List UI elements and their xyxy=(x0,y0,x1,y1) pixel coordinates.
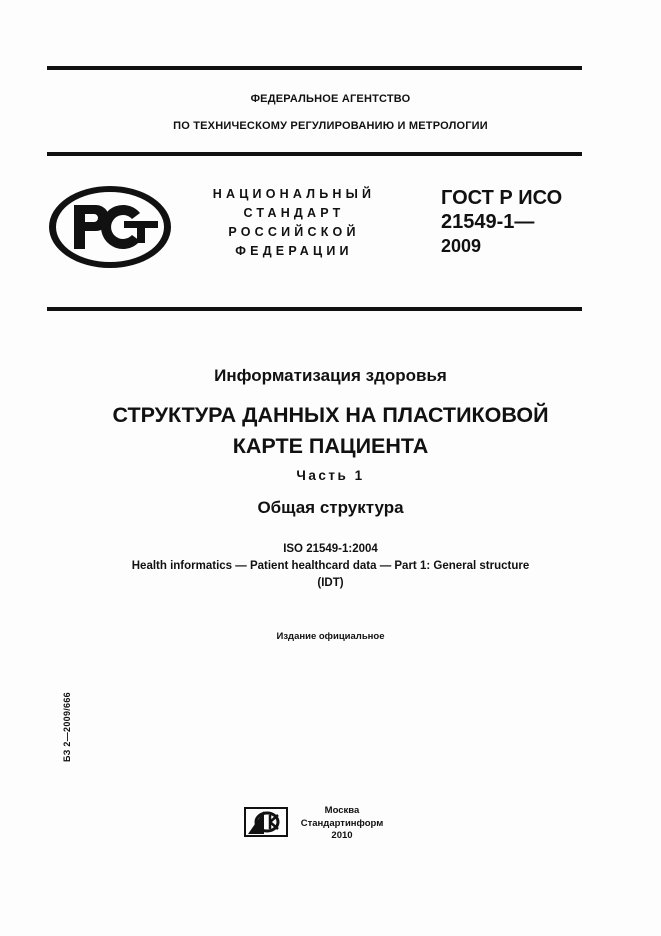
national-line: НАЦИОНАЛЬНЫЙ xyxy=(212,187,376,201)
iso-number: ISO 21549-1:2004 xyxy=(283,543,378,555)
top-rule xyxy=(47,66,582,70)
publisher-block xyxy=(296,805,388,843)
gost-designation xyxy=(441,186,562,258)
gost-line: ГОСТ Р ИСО xyxy=(441,187,563,209)
main-title-line-1: СТРУКТУРА ДАННЫХ НА ПЛАСТИКОВОЙ xyxy=(112,403,549,427)
national-line: РОССИЙСКОЙ xyxy=(228,225,360,239)
main-title-line-2: КАРТЕ ПАЦИЕНТА xyxy=(232,434,429,458)
national-line: ФЕДЕРАЦИИ xyxy=(235,244,353,258)
subtitle: Общая структура xyxy=(257,498,404,517)
agency-line-1: ФЕДЕРАЛЬНОЕ АГЕНТСТВО xyxy=(250,93,411,105)
standard-block-rule xyxy=(47,307,582,311)
agency-line-2: ПО ТЕХНИЧЕСКОМУ РЕГУЛИРОВАНИЮ И МЕТРОЛОГИИ xyxy=(173,120,488,132)
gost-line: 21549-1— xyxy=(441,211,535,233)
national-standard-label xyxy=(196,185,392,261)
standartinform-logo-icon xyxy=(244,807,288,842)
national-line: СТАНДАРТ xyxy=(243,206,345,220)
side-code: БЗ 2—2009/666 xyxy=(62,692,72,762)
part-label: Часть 1 xyxy=(296,468,365,483)
identity-mark: (IDT) xyxy=(317,577,344,589)
header-rule xyxy=(47,152,582,156)
publisher-name: Стандартинформ xyxy=(300,817,384,829)
category-title: Информатизация здоровья xyxy=(214,366,447,385)
publisher-city: Москва xyxy=(324,805,360,816)
rst-logo-icon xyxy=(46,183,174,276)
iso-english-title: Health informatics — Patient healthcard data — Part 1: General structure xyxy=(131,560,530,572)
edition-label: Издание официальное xyxy=(276,631,385,642)
publisher-year: 2010 xyxy=(331,830,353,841)
gost-line: 2009 xyxy=(441,236,482,256)
